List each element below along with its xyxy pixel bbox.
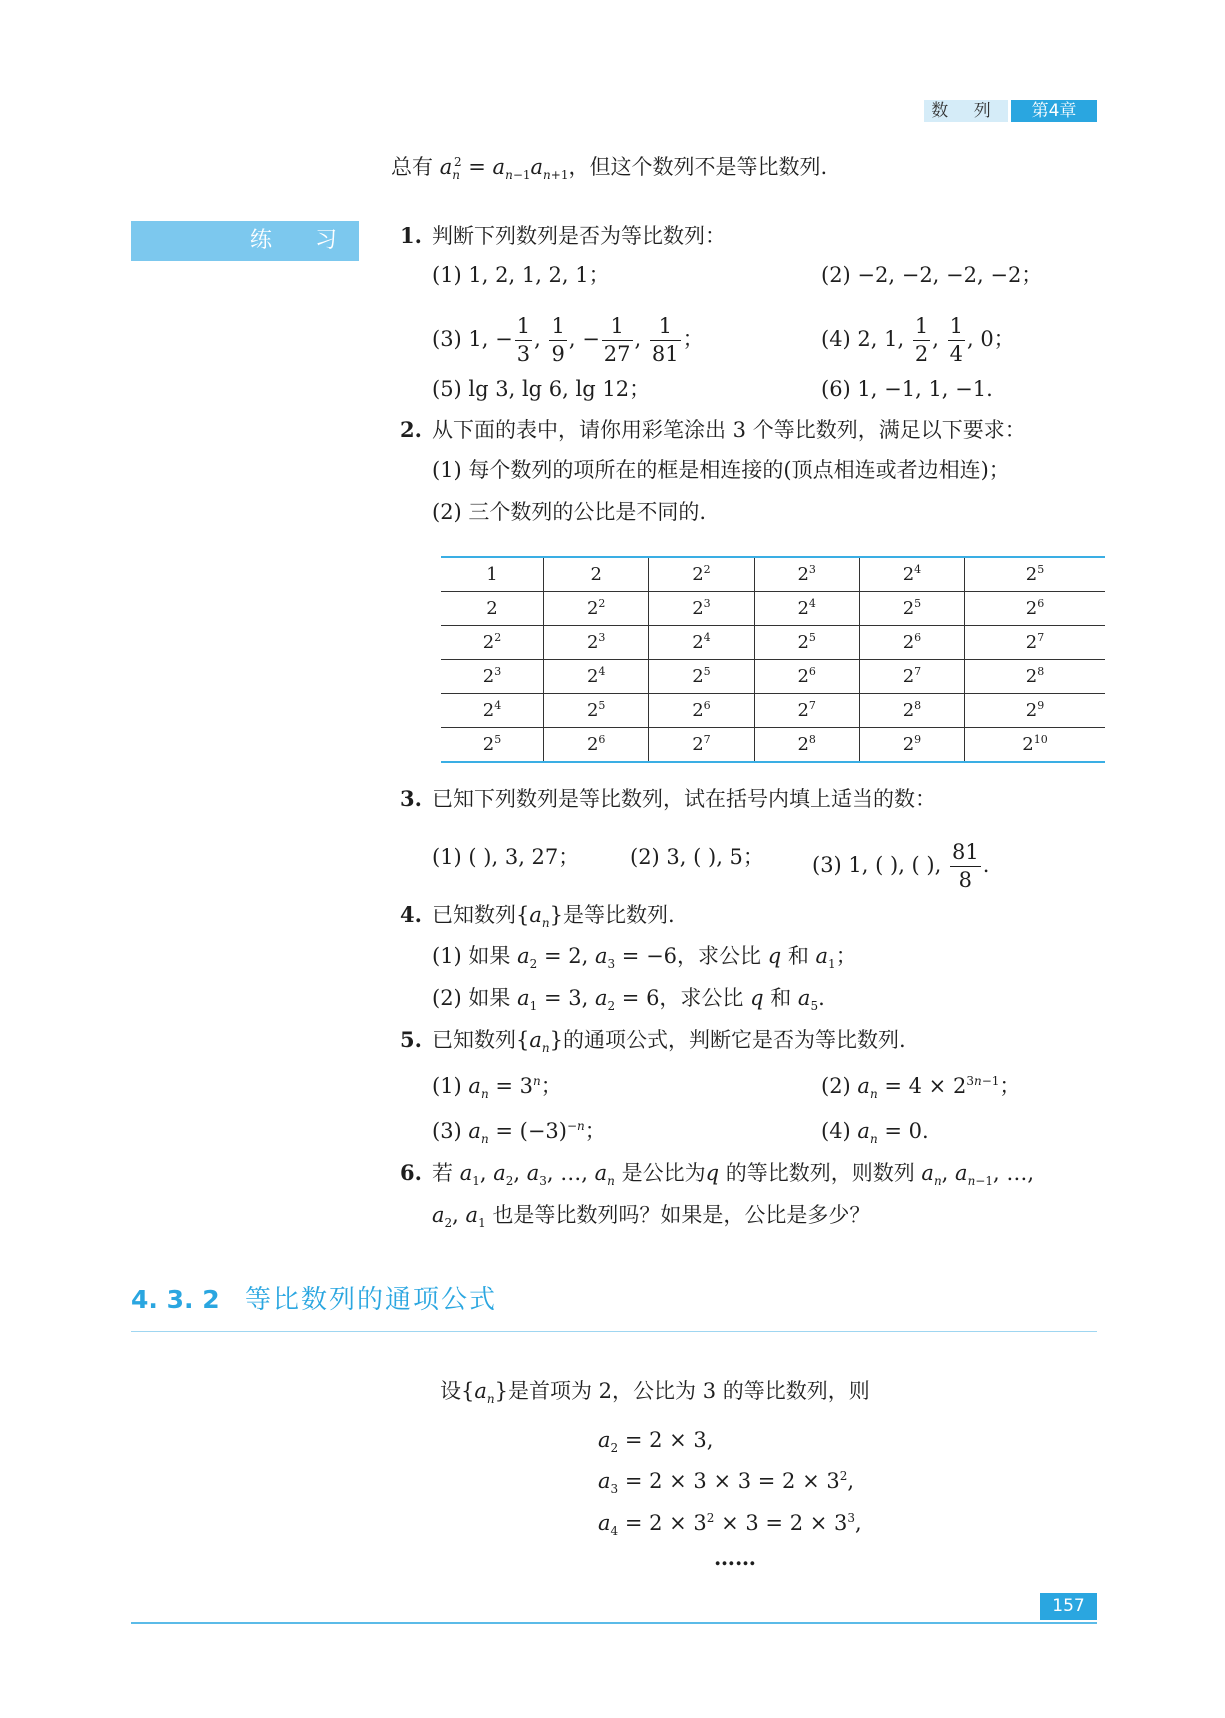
table-cell: $2^5$ — [859, 592, 964, 626]
q4-stem: 已知数列$\{a_n\}$是等比数列. — [432, 903, 675, 931]
section-number: 4. 3. 2 — [131, 1285, 220, 1314]
table-cell: $2^7$ — [965, 626, 1105, 660]
q3-part1: (1) ( ), 3, 27； — [432, 845, 580, 869]
table-cell: $2^4$ — [754, 592, 859, 626]
q1-number: 1. — [400, 223, 422, 248]
formula-a4: $a_4 = 2 \times 3^2 \times 3 = 2 \times 3^3$, — [598, 1511, 862, 1539]
table-row — [441, 557, 1105, 592]
q4-part2: (2) 如果 $a_1 = 3$, $a_2 = 6$，求公比 q 和 $a_5$. — [432, 986, 825, 1014]
q3-number: 3. — [400, 786, 422, 811]
table-cell: $2^5$ — [649, 660, 754, 694]
table-row — [441, 694, 1105, 728]
formula-a3: $a_3 = 2 \times 3 \times 3 = 2 \times 3^2$, — [598, 1469, 855, 1497]
body-intro: 设$\{a_n\}$是首项为 2，公比为 3 的等比数列，则 — [440, 1379, 870, 1407]
q1-item1: (1) 1, 2, 1, 2, 1； — [432, 263, 610, 287]
table-cell: $2^6$ — [859, 626, 964, 660]
q5-part3: (3) $a_n = (-3)^{-n}$； — [432, 1119, 606, 1147]
table-cell: $2^2$ — [649, 557, 754, 592]
q1-item3: (3) 1, − $\frac{1}{3}$ , $\frac{1}{9}$ , − $\frac{1}{27}$ , $\frac{1}{81}$ ； — [432, 314, 704, 366]
table-cell: $2^2$ — [441, 626, 544, 660]
formula-a2: $a_2 = 2 \times 3$, — [598, 1428, 714, 1456]
table-cell: $2^6$ — [544, 728, 649, 763]
chapter-number: 第4章 — [1011, 100, 1097, 122]
q1-item4: (4) 2, 1, $\frac{1}{2}$ , $\frac{1}{4}$ , 0； — [821, 314, 1015, 366]
q6-line1: 若 $a_1$, $a_2$, $a_3$, …, $a_n$ 是公比为q 的等比数列，则数列 $a_n$, $a_{n-1}$, …, — [432, 1161, 1035, 1189]
q4-part1: (1) 如果 $a_2 = 2$, $a_3 = -6$，求公比 q 和 $a_1$； — [432, 944, 857, 972]
table-cell: $2^7$ — [649, 728, 754, 763]
table-cell: 1 — [441, 557, 544, 592]
q2-req1: (1) 每个数列的项所在的框是相连接的(顶点相连或者边相连)； — [432, 458, 1010, 482]
q2-req2: (2) 三个数列的公比是不同的. — [432, 500, 707, 524]
q5-stem: 已知数列$\{a_n\}$的通项公式，判断它是否为等比数列. — [432, 1028, 906, 1056]
section-rule — [131, 1331, 1097, 1332]
table-cell: $2^3$ — [544, 626, 649, 660]
power-table — [441, 556, 1105, 763]
intro-line: 总有 $a_n^2 = a_{n-1}a_{n+1}$，但这个数列不是等比数列. — [391, 155, 828, 183]
chapter-name: 数 列 — [924, 100, 1008, 122]
q6-line2: $a_2$, $a_1$ 也是等比数列吗？如果是，公比是多少？ — [432, 1203, 871, 1231]
table-cell: 2 — [441, 592, 544, 626]
table-cell: $2^5$ — [544, 694, 649, 728]
table-cell: $2^6$ — [649, 694, 754, 728]
table-cell: $2^4$ — [649, 626, 754, 660]
table-cell: $2^7$ — [754, 694, 859, 728]
table-cell: $2^4$ — [544, 660, 649, 694]
q5-number: 5. — [400, 1027, 422, 1052]
table-cell: $2^7$ — [859, 660, 964, 694]
q5-part2: (2) $a_n = 4 \times 2^{3n-1}$； — [821, 1074, 1021, 1102]
table-cell: $2^{10}$ — [965, 728, 1105, 763]
table-cell: $2^9$ — [965, 694, 1105, 728]
table-cell: $2^6$ — [965, 592, 1105, 626]
footer-rule — [131, 1622, 1097, 1624]
q3-part2: (2) 3, ( ), 5； — [630, 845, 764, 869]
table-row — [441, 660, 1105, 694]
q5-part4: (4) $a_n = 0$. — [821, 1119, 929, 1147]
table-cell: $2^4$ — [441, 694, 544, 728]
q5-part1: (1) $a_n = 3^n$； — [432, 1074, 562, 1102]
q6-number: 6. — [400, 1160, 422, 1185]
table-cell: $2^8$ — [859, 694, 964, 728]
table-cell: $2^9$ — [859, 728, 964, 763]
table-cell: $2^5$ — [441, 728, 544, 763]
table-cell: $2^5$ — [754, 626, 859, 660]
table-row — [441, 728, 1105, 763]
q1-item5: (5) lg 3, lg 6, lg 12； — [432, 377, 651, 401]
section-title: 等比数列的通项公式 — [245, 1285, 498, 1315]
formula-ellipsis: …… — [714, 1545, 756, 1570]
table-cell: 2 — [544, 557, 649, 592]
q2-stem: 从下面的表中，请你用彩笔涂出 3 个等比数列，满足以下要求： — [432, 418, 1026, 442]
q4-number: 4. — [400, 902, 422, 927]
page-number: 157 — [1040, 1593, 1097, 1620]
q1-item2: (2) −2, −2, −2, −2； — [821, 263, 1043, 287]
table-row — [441, 592, 1105, 626]
practice-label-text: 练 习 — [250, 228, 355, 253]
table-cell: $2^8$ — [754, 728, 859, 763]
q3-part3: (3) 1, ( ), ( ), $\frac{81}{8}$ . — [812, 840, 990, 892]
table-row — [441, 626, 1105, 660]
table-cell: $2^2$ — [544, 592, 649, 626]
table-cell: $2^3$ — [754, 557, 859, 592]
q1-item6: (6) 1, −1, 1, −1. — [821, 377, 993, 401]
table-cell: $2^6$ — [754, 660, 859, 694]
table-cell: $2^3$ — [649, 592, 754, 626]
table-cell: $2^5$ — [965, 557, 1105, 592]
q1-stem: 判断下列数列是否为等比数列： — [432, 224, 726, 248]
q2-number: 2. — [400, 417, 422, 442]
table-cell: $2^8$ — [965, 660, 1105, 694]
table-cell: $2^3$ — [441, 660, 544, 694]
table-cell: $2^4$ — [859, 557, 964, 592]
q3-stem: 已知下列数列是等比数列，试在括号内填上适当的数： — [432, 787, 936, 811]
